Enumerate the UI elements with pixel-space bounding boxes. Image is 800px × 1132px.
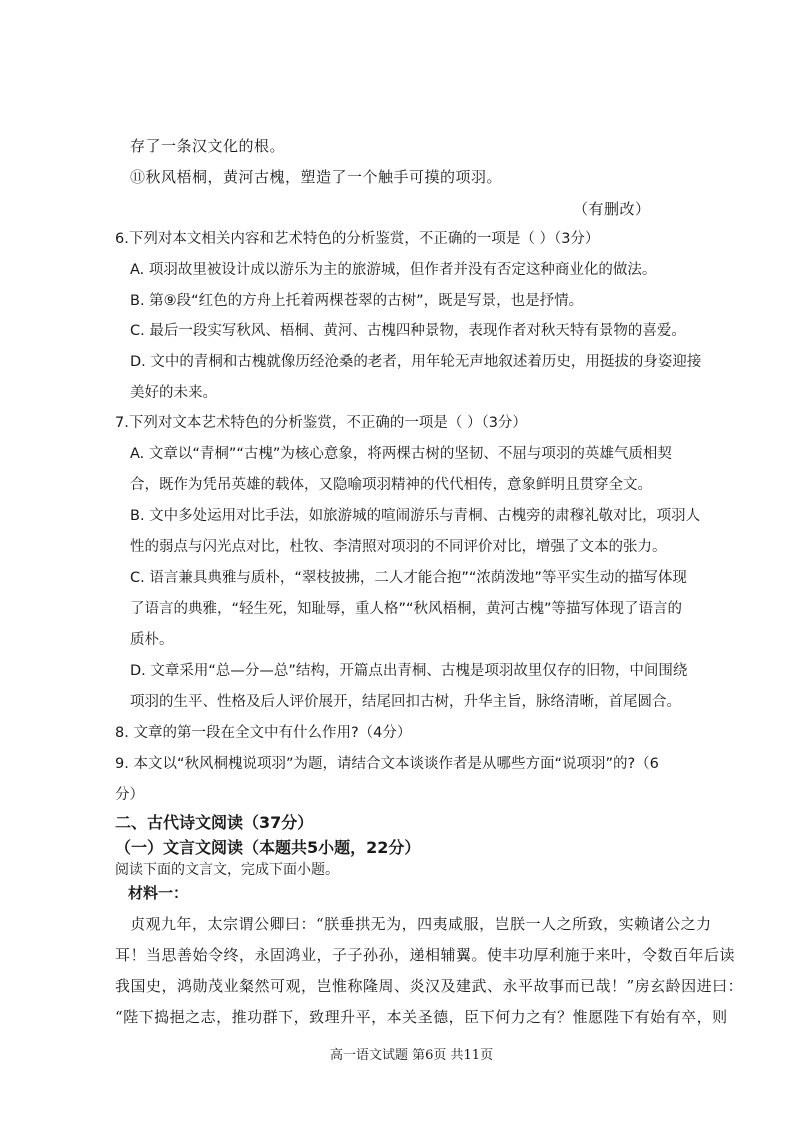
section-heading: 二、古代诗文阅读（37分） <box>115 813 314 832</box>
classical-text-line: “陛下捣挹之志，推功群下，致理升平，本关圣德，臣下何力之有？惟愿陛下有始有卒，则 <box>115 1008 728 1026</box>
option-d: D. 文中的青桐和古槐就像历经沧桑的老者，用年轮无声地叙述着历史，用挺拔的身姿迎接 <box>130 354 702 370</box>
option-d-cont: 美好的未来。 <box>130 385 217 401</box>
question-8: 8. 文章的第一段在全文中有什么作用?（4分） <box>115 725 412 741</box>
passage-line: 存了一条汉文化的根。 <box>130 137 286 155</box>
source-note: （有删改） <box>573 200 651 218</box>
option-d-cont: 项羽的生平、性格及后人评价展开，结尾回扣古树，升华主旨，脉络清晰，首尾圆合。 <box>130 694 681 710</box>
option-b-cont: 性的弱点与闪光点对比，杜牧、李清照对项羽的不同评价对比，增强了文本的张力。 <box>130 539 667 555</box>
option-c-cont: 质朴。 <box>130 632 174 648</box>
option-a: A. 项羽故里被设计成以游乐为主的旅游城，但作者并没有否定这种商业化的做法。 <box>130 262 657 278</box>
instruction: 阅读下面的文言文，完成下面小题。 <box>115 862 339 878</box>
option-a: A. 文章以“青桐”“古槐”为核心意象，将两棵古树的坚韧、不屈与项羽的英雄气质相契 <box>130 446 672 462</box>
option-c: C. 最后一段实写秋风、梧桐、黄河、古槐四种景物，表现作者对秋天特有景物的喜爱。 <box>130 323 686 339</box>
question-stem-cont: 分） <box>115 787 144 803</box>
material-label: 材料一： <box>128 884 189 902</box>
option-b: B. 文中多处运用对比手法，如旅游城的喧闹游乐与青桐、古槐旁的肃穆礼敬对比，项羽人 <box>130 508 701 524</box>
option-c: C. 语言兼具典雅与质朴，“翠枝披拂，二人才能合抱”“浓荫泼地”等平实生动的描写体现 <box>130 570 687 586</box>
option-b: B. 第⑨段“红色的方舟上托着两棵苍翠的古树”，既是写景，也是抒情。 <box>130 293 584 309</box>
question-stem: 9. 本文以“秋风桐槐说项羽”为题，请结合文本谈谈作者是从哪些方面“说项羽”的?（6 <box>115 756 659 772</box>
classical-text-line: 耳！当思善始令终，永固鸿业，子子孙孙，递相辅翼。使丰功厚利施于来叶，令数百年后读 <box>115 946 736 964</box>
question-stem: 6.下列对本文相关内容和艺术特色的分析鉴赏，不正确的一项是（ ）（3分） <box>115 231 600 247</box>
option-a-cont: 合，既作为凭吊英雄的载体，又隐喻项羽精神的代代相传，意象鲜明且贯穿全文。 <box>130 477 652 493</box>
page-footer: 高一语文试题 第6页 共11页 <box>330 1048 494 1063</box>
subsection-heading: （一）文言文阅读（本题共5小题，22分） <box>115 838 421 857</box>
question-stem: 7.下列对文本艺术特色的分析鉴赏，不正确的一项是（ ）（3分） <box>115 415 527 431</box>
classical-text-line: 贞观九年，太宗谓公卿曰：“朕垂拱无为，四夷咸服，岂朕一人之所致，实赖诸公之力 <box>130 915 712 933</box>
passage-line: ⑪秋风梧桐，黄河古槐，塑造了一个触手可摸的项羽。 <box>130 168 503 186</box>
option-d: D. 文章采用“总—分—总”结构，开篇点出青桐、古槐是项羽故里仅存的旧物，中间围绕 <box>130 663 688 679</box>
option-c-cont: 了语言的典雅，“轻生死，知耻辱，重人格”“秋风梧桐，黄河古槐”等描写体现了语言的 <box>130 601 683 617</box>
classical-text-line: 我国史，鸿勋茂业粲然可观，岂惟称隆周、炎汉及建武、永平故事而已哉！”房玄龄因进曰： <box>115 977 744 995</box>
